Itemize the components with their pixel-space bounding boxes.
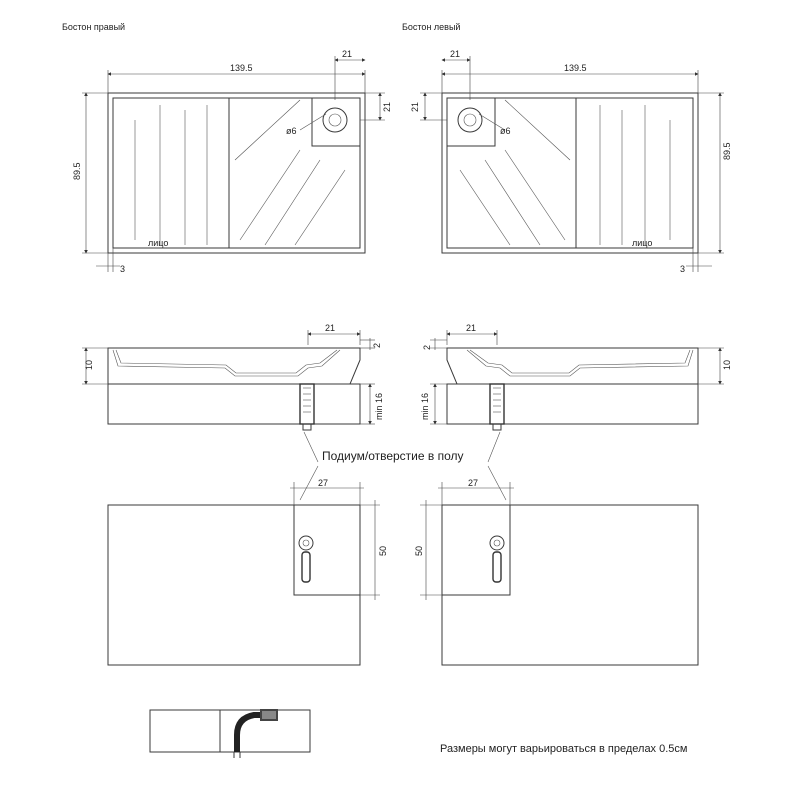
- section-offset-left: 21: [466, 323, 477, 333]
- hole-diameter-right: ø6: [286, 126, 297, 136]
- podium-label: Подиум/отверстие в полу: [322, 449, 464, 463]
- height-edge-right: 2: [372, 342, 382, 348]
- min-height-right: min 16: [374, 392, 384, 420]
- podium-depth-left: 50: [414, 545, 424, 556]
- depth-right: 89.5: [72, 162, 82, 180]
- face-label-right: лицо: [148, 238, 169, 248]
- hole-diameter-left: ø6: [500, 126, 511, 136]
- title-left: Бостон левый: [402, 22, 461, 32]
- drain-offset-left-h: 21: [450, 49, 461, 59]
- face-label-left: лицо: [632, 238, 653, 248]
- drain-offset-right-v: 21: [382, 101, 392, 112]
- depth-left: 89.5: [722, 142, 732, 160]
- section-right: [82, 330, 375, 430]
- tolerance-note: Размеры могут варьироваться в пределах 0.5см: [440, 743, 688, 755]
- podium-depth-right: 50: [378, 545, 388, 556]
- drain-offset-left-v: 21: [410, 101, 420, 112]
- podium-width-left: 27: [468, 478, 479, 488]
- height-top-left: 10: [722, 359, 732, 370]
- length-right: 139.5: [230, 63, 253, 73]
- section-offset-right: 21: [325, 323, 336, 333]
- top-view-right: [108, 93, 365, 253]
- height-top-right: 10: [84, 359, 94, 370]
- plan-right: [108, 482, 380, 665]
- section-left: [430, 330, 724, 430]
- side-view-pipe: [150, 709, 310, 758]
- drain-offset-right-h: 21: [342, 49, 353, 59]
- plan-left: [420, 482, 698, 665]
- rim-right: 3: [120, 264, 126, 274]
- height-edge-left: 2: [422, 344, 432, 350]
- podium-width-right: 27: [318, 478, 329, 488]
- top-view-left: [442, 93, 698, 253]
- dims-top-left: [420, 56, 724, 272]
- podium-connectors: [300, 432, 506, 500]
- title-right: Бостон правый: [62, 22, 126, 32]
- min-height-left: min 16: [420, 392, 430, 420]
- rim-left: 3: [680, 264, 686, 274]
- dims-top-right: [82, 56, 385, 272]
- length-left: 139.5: [564, 63, 587, 73]
